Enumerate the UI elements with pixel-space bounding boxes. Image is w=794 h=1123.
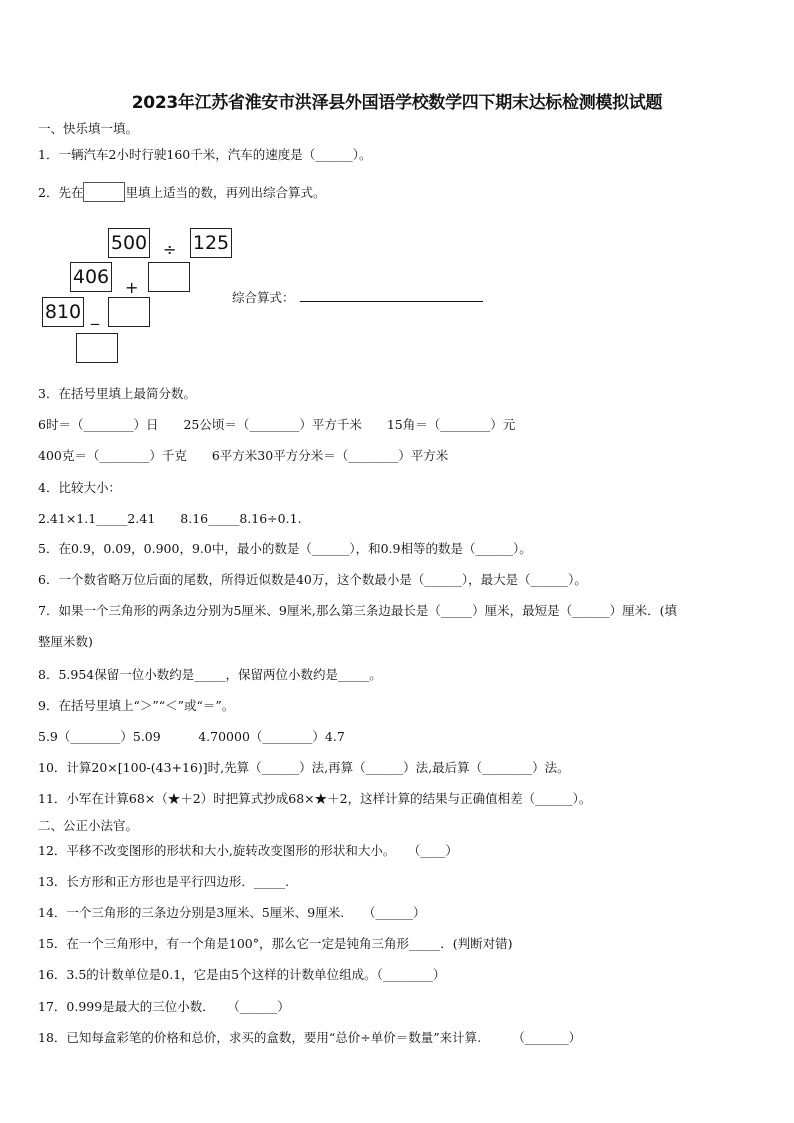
question-4-row: 2.41×1.1_____2.41 8.16_____8.16÷0.1.: [38, 511, 302, 526]
answer-box-sum[interactable]: [108, 297, 150, 327]
question-2: [38, 182, 325, 202]
question-6: 6．一个数省略万位后面的尾数，所得近似数是40万，这个数最小是（______），最大是（______）。: [38, 572, 587, 587]
answer-box-quotient[interactable]: [148, 262, 190, 292]
question-15: 15．在一个三角形中，有一个角是100°，那么它一定是钝角三角形_____．(判断对错): [38, 936, 513, 951]
number-box-500: 500: [108, 228, 150, 258]
section-heading-2: 二、公正小法官。: [38, 818, 139, 833]
question-4: 4．比较大小：: [38, 480, 121, 495]
formula-label: 综合算式：: [232, 290, 295, 305]
plus-sign: +: [125, 278, 139, 297]
question-1: 1．一辆汽车2小时行驶160千米，汽车的速度是（______）。: [38, 147, 372, 162]
question-2-text-before: 2．先在: [38, 185, 84, 200]
question-7-line-2: 整厘米数): [38, 634, 93, 649]
question-2-text-after: 里填上适当的数，再列出综合算式。: [125, 185, 326, 200]
question-3-row-1: 6时＝（________）日 25公顷＝（________）平方千米 15角＝（________）元: [38, 417, 516, 432]
question-12: 12．平移不改变图形的形状和大小,旋转改变图形的形状和大小。 （____）: [38, 843, 458, 858]
number-box-125: 125: [190, 228, 232, 258]
answer-box-inline[interactable]: [83, 182, 125, 202]
question-13: 13．长方形和正方形也是平行四边形．_____.: [38, 874, 290, 889]
number-box-406: 406: [70, 262, 112, 292]
question-9: 9．在括号里填上“＞”“＜”或“＝”。: [38, 698, 235, 713]
question-3: 3．在括号里填上最简分数。: [38, 386, 196, 401]
question-5: 5．在0.9，0.09，0.900，9.0中，最小的数是（______），和0.9相等的数是（______）。: [38, 541, 532, 556]
section-heading-1: 一、快乐填一填。: [38, 121, 139, 136]
minus-sign: _: [91, 306, 99, 325]
question-17: 17．0.999是最大的三位小数． （______）: [38, 999, 290, 1014]
question-10: 10．计算20×[100-(43+16)]时,先算（______）法,再算（______）法,最后算（________）法。: [38, 760, 570, 775]
question-16: 16．3.5的计数单位是0.1，它是由5个这样的计数单位组成。（________）: [38, 967, 446, 982]
question-18: 18．已知每盒彩笔的价格和总价，求买的盒数，要用“总价÷单价＝数量”来计算. （_______）: [38, 1030, 582, 1045]
question-7-line-1: 7．如果一个三角形的两条边分别为5厘米、9厘米,那么第三条边最长是（_____）厘米，最短是（______）厘米．(填: [38, 603, 677, 618]
question-8: 8．5.954保留一位小数约是_____，保留两位小数约是_____。: [38, 667, 382, 682]
formula-answer-line[interactable]: [300, 301, 483, 302]
question-9-row: 5.9（________）5.09 4.70000（________）4.7: [38, 729, 345, 744]
question-3-row-2: 400克＝（________）千克 6平方米30平方分米＝（________）平方米: [38, 448, 449, 463]
question-14: 14．一个三角形的三条边分别是3厘米、5厘米、9厘米. （______）: [38, 905, 426, 920]
answer-box-difference[interactable]: [76, 333, 118, 363]
number-box-810: 810: [42, 297, 84, 327]
page-title: 2023年江苏省淮安市洪泽县外国语学校数学四下期末达标检测模拟试题: [131, 93, 663, 113]
question-11: 11．小军在计算68×（★＋2）时把算式抄成68×★＋2，这样计算的结果与正确值相差（______）。: [38, 791, 592, 806]
divide-sign: ÷: [163, 240, 177, 259]
